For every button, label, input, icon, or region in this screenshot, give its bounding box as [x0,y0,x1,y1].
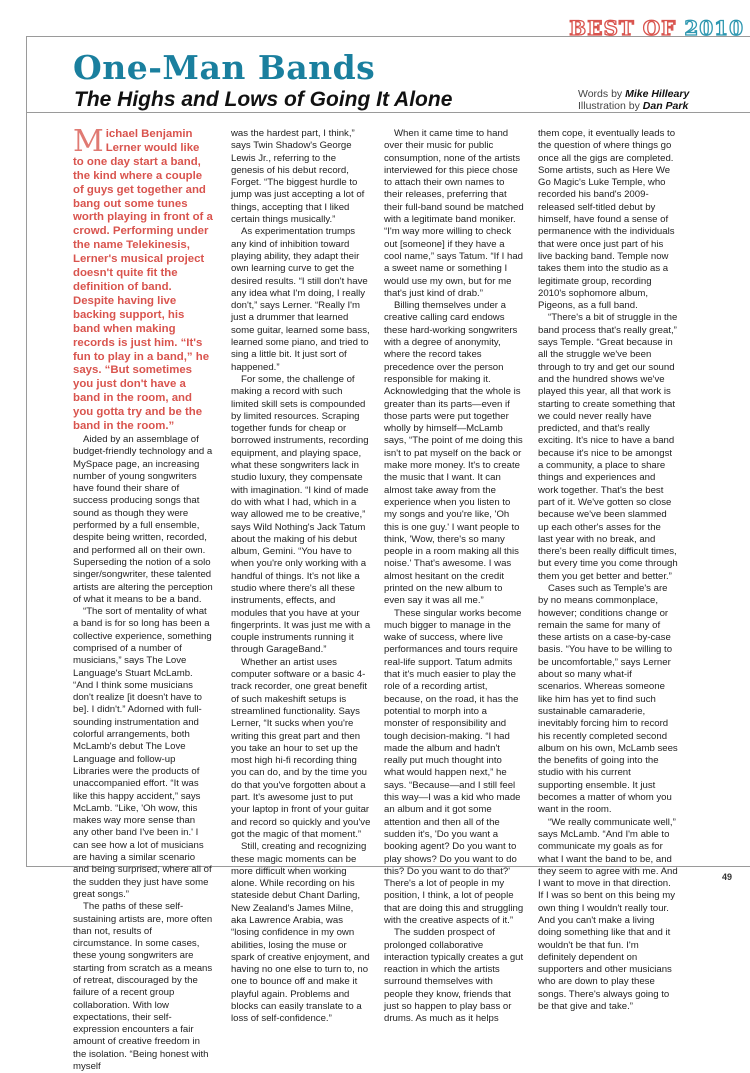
paragraph: The sudden prospect of prolonged collaborative interaction typically creates a gut reaction in which the artists surround themselves with people they know, friends that just so happen to play bass or drums. As much as it helps [384,927,524,1025]
paragraph: Billing themselves under a creative calling card endows these hard-working songwriters with a degree of anonymity, where the record takes precedence over the person responsible for making it. Acknowledging that the whole is greater than its parts—even if those parts were put together wholly by himself—McLamb says, “The point of me doing this isn't to pat myself on the back or make more money. It's to create the music that I want. It can almost take away from the experience when you listen to my songs and you're like, 'Oh this is one guy.' I want people to think, 'Wow, there's so many people in a room making all this noise.' That's awesome. I was almost hesitant on the credit printed on the new album to even say it was all me.” [384,300,523,607]
column-3 [384,128,524,1026]
paragraph: When it came time to hand over their music for public consumption, none of the artists interviewed for this piece chose to attach their own names to their releases, preferring that their full-band sound be matched with a legitimate band moniker. “I'm way more willing to check out [someone] if they have a cool name,” says Tatum. “If I had a sweet name or something I would use my own, but for me that's just kind of drab.” [384,128,524,299]
column-4 [538,128,678,1013]
author-credit: Words by Mike Hilleary [578,88,690,100]
byline [578,88,689,112]
paragraph: “We really communicate well,” says McLamb. “And I'm able to communicate my goals as for what I want the band to be, and they seem to agree with me. And I want to move in that direction. If I was so bent on this being my own thing I wouldn't really tour. And you can't make a living doing something like that and it wouldn't be that fun. I'm definitely dependent on supporters and other musicians who are down to play these songs. There's always going to be that give and take.” [538,816,678,1013]
paragraph: “The sort of mentality of what a band is for so long has been a collective experience, something comprised of a number of musicians,” says The Love Language's Stuart McLamb. “And I think some musicians don't realize [it doesn't have to be]. I didn't.” Adorned with full-sounding instrumentation and colorful arrangements, both McLamb's debut The Love Language and follow-up Libraries were the products of unaccompanied effort. “It was like this happy accident,” says McLamb. “Like, 'Oh wow, this makes way more sense than any other band I've been in.' I can see how a lot of musicians are having a similar scenario and being surprised, where all of the sudden they just have some great songs.” [73,606,212,900]
article-subtitle: The Highs and Lows of Going It Alone [74,88,453,111]
paragraph: Whether an artist uses computer software or a basic 4-track recorder, one great benefit of such makeshift setups is streamlined functionality. Says Lerner, “It sucks when you're writing this great part and then you take an hour to set up the most high hi-fi recording thing you can do, and by the time you do that you've forgotten about a part. It's awesome just to put your laptop in front of your guitar and record so quickly and you've got the magic of that moment.” [231,656,371,840]
paragraph: For some, the challenge of making a record with such limited skill sets is compounded by limited resources. Scraping together funds for cheap or borrowed instruments, recording equipment, and playing space, what these songwriters lack in studio luxury, they compensate with imagination. “I kind of made do with what I had, which in a way allowed me to be creative,” says Wild Nothing's Jack Tatum about the making of his debut album, Gemini. “You have to when you're only working with a handful of things. It's not like a studio where there's all these instruments, effects, and modules that you have at your fingerprints. It was just me with a couple instruments running it through GarageBand.” [231,373,371,656]
drop-cap: M [73,124,104,159]
paragraph: The paths of these self-sustaining artists are, more often than not, results of circumstance. In some cases, these young songwriters are starting from scratch as a means of retreat, discouraged by the failure of a recent group collaboration. With low expectations, their self-expression encounters a fair amount of creative freedom in the isolation. “Being honest with myself [73,901,213,1073]
illustrator-name: Dan Park [642,100,689,112]
paragraph: As experimentation trumps any kind of inhibition toward playing ability, they adapt their own learning curve to get the desired results. “I still don't have any idea what I'm doing, I really don't,” says Lerner. “Really I'm just a drummer that learned some guitar, learned some bass, learned some piano, and tried to sing a little bit. It just sort of happened.” [231,226,370,373]
paragraph: “There's a bit of struggle in the band process that's really great,” says Temple. “Great because in all the struggle we've been through to try and get our sound and the hundred shows we've played this year, all that work is starting to create something that we could never really have predicted, and that's really exciting. It's nice to have a band because it's nice to be amongst a community, a place to share things and experiences and work together. That's the best part of it. We've gotten so close because we've been slammed up each other's asses for the last year with no break, and there's been really difficult times, but every time you come through them you get better and better.” [538,312,678,582]
illustrator-credit: Illustration by Dan Park [578,100,689,112]
article-title: One-Man Bands [73,48,376,87]
column-2 [231,128,371,1026]
left-rule [26,36,27,867]
lede-paragraph: Michael Benjamin Lerner would like to one day start a band, the kind where a couple of guys get together and bang out some tunes worth playing in front of a crowd. Performing under the name Telekinesis, Lerner's musical project doesn't quite fit the definition of band. Despite having live backing support, his band when making records is just him. “It's fun to play in a band,” he says. “But sometimes you just don't have a band in the room, and you gotta try and be the band in the room.” [73,124,213,433]
paragraph: was the hardest part, I think,” says Twin Shadow's George Lewis Jr., referring to the genesis of his debut record, Forget. “The biggest hurdle to jump was just accepting a lot of things, accepting that I liked certain things musically.” [231,128,365,226]
paragraph: These singular works become much bigger to manage in the wake of success, where live performances and tours require real-life support. Tatum admits that it's much easier to play the role of a recording artist, because, on the road, it has the potential to morph into a monster of responsibility and tough decision-making. “I had made the album and hadn't really put much thought into what would happen next,” he says. “Because—and I still feel this way—I was a kid who made an album and it got some attention and then all of the sudden it's, 'Do you want a booking agent? Do you want to play shows? Do you want to do this? Do you want to do that?' There's a lot of people in my position, I think, a lot of people that are doing this and struggling with the creative aspects of it.” [384,607,524,926]
header-rule [26,112,750,113]
paragraph: Aided by an assemblage of budget-friendly technology and a MySpace page, an increasing number of young songwriters have found their share of success producing songs that sound as though they were performed by a full ensemble, despite being written, recorded, and performed all on their own. Superseding the notion of a solo singer/songwriter, these talented artists are altering the perception of what it means to be a band. [73,433,213,605]
paragraph: Still, creating and recognizing these magic moments can be more difficult when working alone. While recording on his stateside debut Chant Darling, New Zealand's James Milne, aka Lawrence Arabia, was “losing confidence in my own abilities, losing the muse or spark of creative enjoyment, and having no one else to turn to, no one to bounce off and make it playful again. Problems and blocks can easily translate to a loss of self-confidence.” [231,841,370,1025]
paragraph: them cope, it eventually leads to the question of where things go once all the gigs are completed. Some artists, such as Here We Go Magic's Luke Temple, who recorded his band's 2009-released self-titled debut by himself, have found a sense of permanence with the individuals that were once just part of his live backing band. Temple now takes them into the studio as a legitimate group, recording 2010's sophomore album, Pigeons, as a full band. [538,128,676,312]
paragraph: Cases such as Temple's are by no means commonplace, however; conditions change or remain the same for many of these artists on a case-by-case basis. “You have to be willing to be uncomfortable,” says Lerner about so many what-if scenarios. Whereas someone like him has yet to find such sustainable camaraderie, inevitably forcing him to record his recently completed second album on his own, McLamb sees the benefits of going into the studio with his current supporting ensemble. It just becomes a matter of whom you want in the room. [538,582,678,816]
section-badge: BEST OF 2010 [569,16,744,40]
page-number: 49 [722,872,733,882]
section-year: 2010 [684,16,744,40]
author-name: Mike Hilleary [625,88,690,100]
column-1 [73,124,213,1073]
